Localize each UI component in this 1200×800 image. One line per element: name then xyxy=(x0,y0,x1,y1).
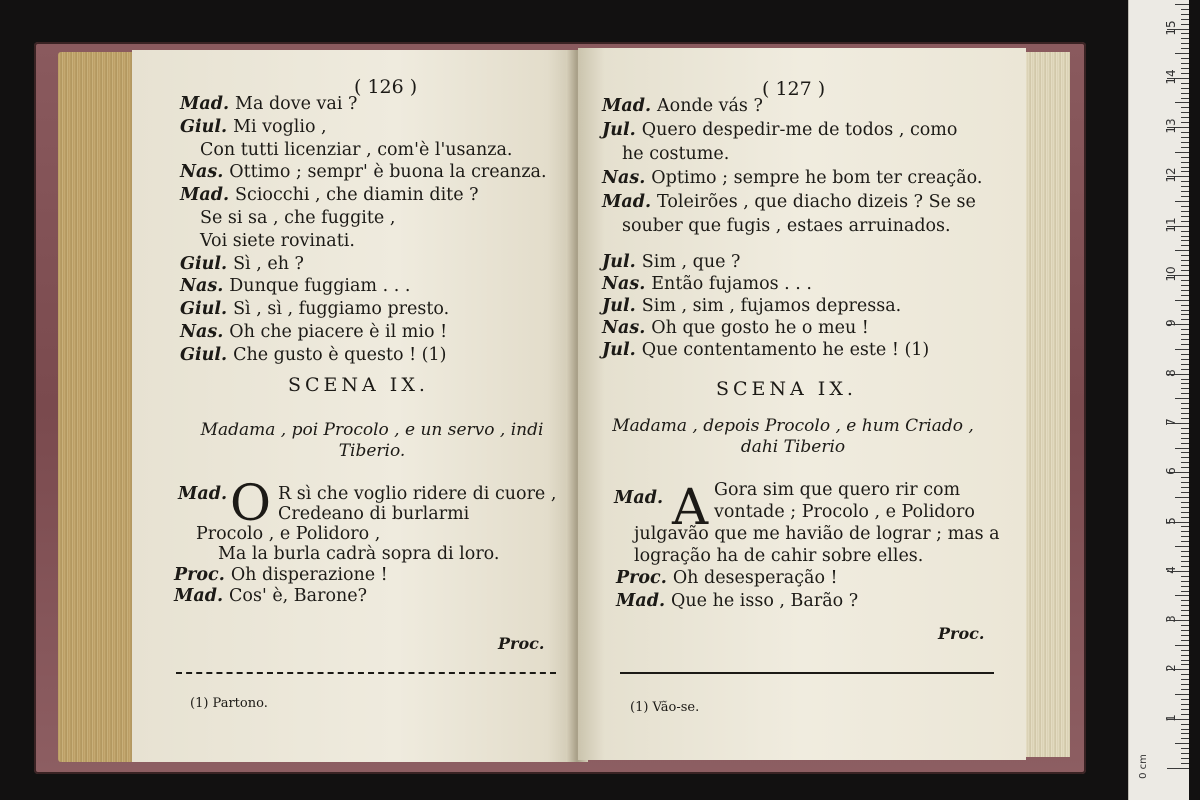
ruler-tick xyxy=(1175,546,1189,547)
ruler-tick xyxy=(1181,142,1189,143)
ruler-tick xyxy=(1181,147,1189,148)
ruler-tick xyxy=(1181,260,1189,261)
dialogue-line xyxy=(602,340,929,360)
ruler-tick xyxy=(1181,181,1189,182)
ruler-tick xyxy=(1181,19,1189,20)
ruler-tick xyxy=(1181,270,1189,271)
ruler-tick xyxy=(1175,300,1189,301)
dialogue-line xyxy=(602,168,982,188)
line-text: Sim , que ? xyxy=(641,252,741,272)
speaker-label xyxy=(614,488,669,508)
ruler-tick xyxy=(1181,38,1189,39)
ruler-tick xyxy=(1181,526,1189,527)
speaker: Nas. xyxy=(180,276,224,297)
speaker: Proc. xyxy=(174,565,225,585)
dialogue-line xyxy=(180,94,357,114)
ruler-tick xyxy=(1181,295,1189,296)
ruler-tick xyxy=(1181,443,1189,444)
right-page xyxy=(578,48,1026,760)
speaker: Mad. xyxy=(614,488,664,508)
catchword: Proc. xyxy=(938,624,985,643)
ruler-tick xyxy=(1181,704,1189,705)
dialogue-line xyxy=(180,254,304,274)
ruler-number: 2 xyxy=(1164,664,1178,673)
ruler-tick xyxy=(1175,398,1189,399)
speaker: Giul. xyxy=(180,344,228,365)
ruler-tick xyxy=(1181,196,1189,197)
ruler-tick xyxy=(1181,231,1189,232)
speaker: Nas. xyxy=(180,322,224,342)
dialogue-line xyxy=(602,296,901,316)
ruler-tick xyxy=(1181,724,1189,725)
ruler-tick xyxy=(1181,383,1189,384)
ruler-tick xyxy=(1181,576,1189,577)
speaker: Giul. xyxy=(180,299,228,320)
ruler-number: 6 xyxy=(1164,467,1178,476)
ruler-tick xyxy=(1181,98,1189,99)
dialogue-line xyxy=(200,208,395,228)
line-text: Mi voglio , xyxy=(233,116,327,137)
line-text: Sim , sim , fujamos depressa. xyxy=(641,296,902,316)
prose-line: logração ha de cahir sobre elles. xyxy=(634,546,924,566)
ruler-tick xyxy=(1181,605,1189,606)
ruler-tick xyxy=(1181,344,1189,345)
dialogue-line xyxy=(602,96,763,116)
prose-line: julgavão que me havião de lograr ; mas a xyxy=(634,524,1000,544)
ruler-tick xyxy=(1181,290,1189,291)
ruler-number: 11 xyxy=(1164,217,1178,233)
prose-line: Gora sim que quero rir com xyxy=(714,480,961,500)
dialogue-line xyxy=(180,322,447,342)
ruler-tick xyxy=(1181,733,1189,734)
ruler-number: 10 xyxy=(1164,266,1178,282)
ruler-tick xyxy=(1181,591,1189,592)
line-text: Que contentamento he este ! (1) xyxy=(641,340,930,360)
page-number: ( 127 ) xyxy=(762,78,826,100)
ruler-tick xyxy=(1181,664,1189,665)
dialogue-line xyxy=(180,162,547,182)
ruler-tick xyxy=(1181,581,1189,582)
verse-line: Credeano di burlarmi xyxy=(278,504,470,524)
ruler-tick xyxy=(1181,738,1189,739)
ruler-tick xyxy=(1181,314,1189,315)
dialogue-line xyxy=(180,345,446,365)
speaker: Mad. xyxy=(602,192,652,212)
ruler-tick xyxy=(1181,477,1189,478)
ruler-tick xyxy=(1181,408,1189,409)
dialogue-line xyxy=(200,231,355,251)
left-page xyxy=(132,50,574,762)
ruler-tick xyxy=(1181,112,1189,113)
ruler-tick xyxy=(1181,531,1189,532)
line-text: Sciocchi , che diamin dite ? xyxy=(235,185,479,206)
ruler-tick xyxy=(1181,319,1189,320)
speaker: Nas. xyxy=(602,168,646,188)
dialogue-line xyxy=(180,185,479,205)
ruler-tick xyxy=(1181,9,1189,10)
dialogue-line xyxy=(602,274,812,294)
scene-heading: SCENA IX. xyxy=(716,378,857,400)
ruler-tick xyxy=(1181,655,1189,656)
ruler-tick xyxy=(1181,763,1189,764)
footnote: (1) Vão-se. xyxy=(630,700,700,715)
line-text: Voi siete rovinati. xyxy=(200,230,355,251)
ruler-unit-label: 0 cm xyxy=(1137,754,1149,779)
ruler-tick xyxy=(1181,63,1189,64)
line-text: Oh disperazione ! xyxy=(230,565,388,585)
speaker: Jul. xyxy=(602,340,636,360)
ruler-tick xyxy=(1181,285,1189,286)
stage-direction xyxy=(598,416,988,458)
ruler-tick xyxy=(1181,566,1189,567)
ruler-tick xyxy=(1181,561,1189,562)
ruler-number: 5 xyxy=(1164,516,1178,525)
ruler-number: 15 xyxy=(1164,19,1178,36)
speaker: Mad. xyxy=(616,591,666,611)
ruler-tick xyxy=(1175,349,1189,350)
speaker: Mad. xyxy=(602,96,652,116)
ruler-number: 1 xyxy=(1164,713,1178,722)
verse-line: R sì che voglio ridere di cuore , xyxy=(278,484,557,504)
ruler-tick xyxy=(1181,364,1189,365)
ruler-tick xyxy=(1181,191,1189,192)
speaker: Jul. xyxy=(602,120,636,140)
ruler-tick xyxy=(1181,43,1189,44)
line-text: Cos' è, Barone? xyxy=(229,586,368,606)
ruler-tick xyxy=(1175,152,1189,153)
line-text: Con tutti licenziar , com'è l'usanza. xyxy=(200,139,513,160)
ruler-tick xyxy=(1181,492,1189,493)
ruler-tick xyxy=(1181,517,1189,518)
ruler-number: 14 xyxy=(1164,69,1178,85)
ruler-number: 8 xyxy=(1164,368,1178,377)
ruler-tick xyxy=(1181,24,1189,25)
ruler-tick xyxy=(1181,305,1189,306)
dialogue-line xyxy=(174,586,367,606)
ruler-tick xyxy=(1181,354,1189,355)
ruler-tick xyxy=(1175,201,1189,202)
line-text: he costume. xyxy=(622,144,730,164)
ruler-tick xyxy=(1181,635,1189,636)
line-text: Quero despedir-me de todos , como xyxy=(641,120,958,140)
ruler-tick xyxy=(1181,240,1189,241)
ruler-tick xyxy=(1181,610,1189,611)
dialogue-line xyxy=(622,144,729,164)
ruler-tick xyxy=(1175,53,1189,54)
footnote-rule xyxy=(176,672,556,674)
ruler-tick xyxy=(1181,359,1189,360)
ruler-tick xyxy=(1181,48,1189,49)
ruler-number: 13 xyxy=(1164,118,1178,134)
line-text: Sì , eh ? xyxy=(233,253,304,274)
ruler-tick xyxy=(1181,650,1189,651)
ruler-tick xyxy=(1181,167,1189,168)
ruler-tick xyxy=(1181,162,1189,163)
ruler-tick xyxy=(1181,236,1189,237)
ruler-tick xyxy=(1181,586,1189,587)
ruler-tick xyxy=(1167,768,1189,769)
ruler-tick xyxy=(1181,393,1189,394)
ruler-tick xyxy=(1181,68,1189,69)
ruler-number: 7 xyxy=(1164,418,1178,426)
ruler-tick xyxy=(1181,211,1189,212)
ruler-tick xyxy=(1181,245,1189,246)
ruler-tick xyxy=(1181,600,1189,601)
footnote-rule xyxy=(620,672,994,674)
page-number: ( 126 ) xyxy=(354,76,418,98)
line-text: Então fujamos . . . xyxy=(651,274,812,294)
ruler-tick xyxy=(1181,502,1189,503)
ruler-tick xyxy=(1181,157,1189,158)
line-text: Oh che piacere è il mio ! xyxy=(229,322,448,342)
ruler-tick xyxy=(1181,83,1189,84)
line-text: souber que fugis , estaes arruinados. xyxy=(622,216,951,236)
speaker: Nas. xyxy=(180,162,224,183)
speaker: Nas. xyxy=(602,274,646,294)
speaker-label xyxy=(178,484,233,504)
ruler-tick xyxy=(1175,743,1189,744)
ruler-tick xyxy=(1181,339,1189,340)
footnote: (1) Partono. xyxy=(190,696,268,711)
ruler-tick xyxy=(1181,753,1189,754)
ruler-tick xyxy=(1181,171,1189,172)
ruler-tick xyxy=(1181,58,1189,59)
ruler-tick xyxy=(1181,512,1189,513)
ruler-tick xyxy=(1181,709,1189,710)
ruler-tick xyxy=(1181,137,1189,138)
ruler-tick xyxy=(1181,684,1189,685)
stage-direction-line: dahi Tiberio xyxy=(740,437,846,457)
ruler-tick xyxy=(1181,413,1189,414)
line-text: Dunque fuggiam . . . xyxy=(229,276,411,297)
ruler-tick xyxy=(1181,536,1189,537)
ruler-tick xyxy=(1175,595,1189,596)
ruler-tick xyxy=(1181,699,1189,700)
ruler-tick xyxy=(1181,329,1189,330)
ruler-tick xyxy=(1181,107,1189,108)
ruler-tick xyxy=(1181,630,1189,631)
dialogue-line xyxy=(180,117,327,137)
line-text: Toleirões , que diacho dizeis ? Se se xyxy=(657,192,976,212)
ruler-tick xyxy=(1181,334,1189,335)
catchword: Proc. xyxy=(498,634,545,653)
line-text: Oh desesperação ! xyxy=(672,568,838,588)
speaker: Nas. xyxy=(602,318,646,338)
ruler-tick xyxy=(1175,694,1189,695)
dialogue-line xyxy=(180,299,449,319)
dialogue-line xyxy=(602,318,869,338)
ruler-tick xyxy=(1181,403,1189,404)
speaker: Proc. xyxy=(616,568,667,588)
ruler-tick xyxy=(1175,250,1189,251)
ruler-tick xyxy=(1181,438,1189,439)
dialogue-line xyxy=(200,140,512,160)
ruler-tick xyxy=(1181,729,1189,730)
dialogue-line xyxy=(602,252,740,272)
stage-direction-line: Madama , depois Procolo , e hum Criado , xyxy=(612,416,974,436)
ruler-tick xyxy=(1181,132,1189,133)
ruler-tick xyxy=(1181,265,1189,266)
ruler-tick xyxy=(1175,4,1189,5)
line-text: Sì , sì , fuggiamo presto. xyxy=(233,299,450,320)
ruler-tick xyxy=(1175,102,1189,103)
ruler-tick xyxy=(1181,556,1189,557)
ruler-tick xyxy=(1181,255,1189,256)
ruler-tick xyxy=(1181,122,1189,123)
dialogue-line xyxy=(616,591,858,611)
line-text: Ottimo ; sempr' è buona la creanza. xyxy=(229,162,547,183)
measuring-ruler xyxy=(1128,0,1189,800)
ruler-tick xyxy=(1181,310,1189,311)
ruler-tick xyxy=(1181,428,1189,429)
ruler-tick xyxy=(1181,748,1189,749)
ruler-tick xyxy=(1181,660,1189,661)
speaker: Mad. xyxy=(178,484,228,504)
scene-heading: SCENA IX. xyxy=(288,374,429,396)
ruler-number: 3 xyxy=(1164,615,1178,623)
ruler-tick xyxy=(1181,33,1189,34)
speaker: Giul. xyxy=(180,253,228,274)
ruler-tick xyxy=(1181,541,1189,542)
ruler-tick xyxy=(1181,467,1189,468)
speaker: Mad. xyxy=(180,185,230,206)
ruler-tick xyxy=(1181,457,1189,458)
prose-line: vontade ; Procolo , e Polidoro xyxy=(714,502,975,522)
line-text: Aonde vás ? xyxy=(657,96,763,116)
ruler-number: 12 xyxy=(1164,167,1178,184)
drop-cap: A xyxy=(672,478,709,536)
ruler-tick xyxy=(1175,497,1189,498)
ruler-tick xyxy=(1181,551,1189,552)
speaker: Jul. xyxy=(602,252,636,272)
ruler-tick xyxy=(1175,448,1189,449)
dialogue-line xyxy=(602,120,957,140)
ruler-tick xyxy=(1181,758,1189,759)
ruler-tick xyxy=(1181,369,1189,370)
ruler-tick xyxy=(1181,640,1189,641)
ruler-number: 4 xyxy=(1164,565,1178,574)
dialogue-line xyxy=(602,192,976,212)
verse-line: Procolo , e Polidoro , xyxy=(196,524,381,544)
stage-direction-line: Tiberio. xyxy=(338,441,406,461)
stage-direction xyxy=(172,420,572,462)
line-text: Che gusto è questo ! (1) xyxy=(233,344,447,365)
ruler-tick xyxy=(1181,679,1189,680)
ruler-tick xyxy=(1181,487,1189,488)
dialogue-line xyxy=(180,276,410,296)
dialogue-line xyxy=(622,216,951,236)
ruler-number: 9 xyxy=(1164,319,1178,328)
ruler-tick xyxy=(1181,482,1189,483)
ruler-tick xyxy=(1181,206,1189,207)
line-text: Que he isso , Barão ? xyxy=(671,591,859,611)
stage-direction-line: Madama , poi Procolo , e un servo , indi xyxy=(200,420,544,440)
verse-line: Ma la burla cadrà sopra di loro. xyxy=(218,544,500,564)
speaker: Mad. xyxy=(174,586,224,606)
ruler-tick xyxy=(1181,689,1189,690)
drop-cap: O xyxy=(230,474,271,532)
ruler-tick xyxy=(1181,615,1189,616)
dialogue-line xyxy=(616,568,838,588)
ruler-tick xyxy=(1181,88,1189,89)
ruler-tick xyxy=(1181,433,1189,434)
ruler-tick xyxy=(1181,73,1189,74)
ruler-tick xyxy=(1181,625,1189,626)
ruler-tick xyxy=(1175,645,1189,646)
speaker: Giul. xyxy=(180,116,228,137)
line-text: Se si sa , che fuggite , xyxy=(200,208,396,228)
line-text: Optimo ; sempre he bom ter creação. xyxy=(651,168,983,188)
ruler-tick xyxy=(1181,714,1189,715)
ruler-tick xyxy=(1181,462,1189,463)
ruler-tick xyxy=(1181,452,1189,453)
ruler-tick xyxy=(1181,186,1189,187)
line-text: Ma dove vai ? xyxy=(235,94,358,114)
speaker: Jul. xyxy=(602,296,636,316)
speaker: Mad. xyxy=(180,94,230,114)
ruler-tick xyxy=(1181,93,1189,94)
ruler-tick xyxy=(1181,280,1189,281)
ruler-tick xyxy=(1181,674,1189,675)
ruler-tick xyxy=(1181,418,1189,419)
ruler-tick xyxy=(1181,507,1189,508)
ruler-tick xyxy=(1181,221,1189,222)
ruler-tick xyxy=(1181,14,1189,15)
ruler-tick xyxy=(1181,117,1189,118)
ruler-tick xyxy=(1181,379,1189,380)
dialogue-line xyxy=(174,565,388,585)
line-text: Oh que gosto he o meu ! xyxy=(651,318,869,338)
ruler-tick xyxy=(1181,388,1189,389)
ruler-tick xyxy=(1181,216,1189,217)
